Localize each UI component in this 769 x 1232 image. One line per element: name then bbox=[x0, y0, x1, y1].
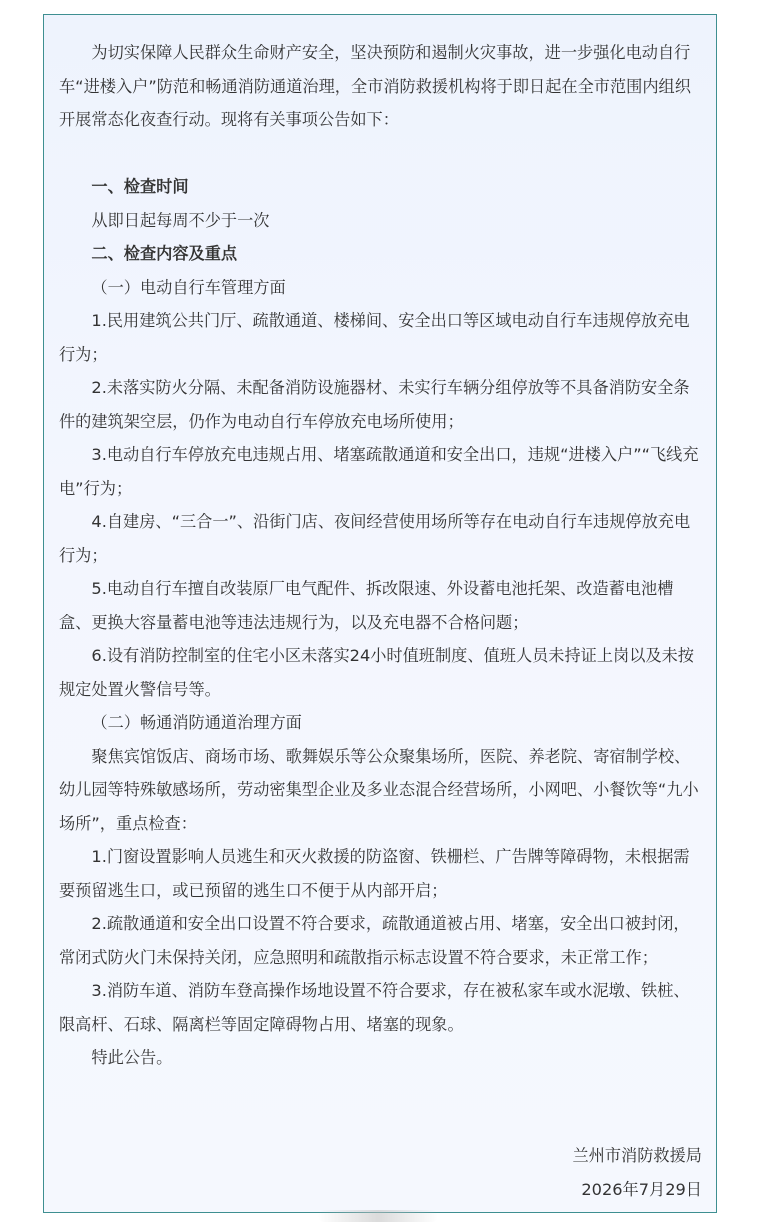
paragraph-spacer bbox=[59, 137, 705, 171]
notice-closing: 特此公告。 bbox=[91, 1048, 173, 1067]
issue-date: 2026年7月29日 bbox=[581, 1179, 702, 1199]
subsection-2-intro: 聚焦宾馆饭店、商场市场、歌舞娱乐等公众聚集场所，医院、养老院、寄宿制学校、幼儿园等特殊敏感场所，劳动密集型企业及多业态混合经营场所，小网吧、小餐饮等“九小场所”，重点检查： bbox=[59, 746, 699, 833]
subsection-1-item: 5.电动自行车擅自改装原厂电气配件、拆改限速、外设蓄电池托架、改造蓄电池槽盒、更换大容量蓄电池等违法违规行为，以及充电器不合格问题； bbox=[59, 579, 674, 632]
subsection-1-item: 4.自建房、“三合一”、沿街门店、夜间经营使用场所等存在电动自行车违规停放充电行为； bbox=[59, 512, 691, 565]
section-1-text: 从即日起每周不少于一次 bbox=[91, 210, 270, 230]
subsection-1-item: 1.民用建筑公共门厅、疏散通道、楼梯间、安全出口等区域电动自行车违规停放充电行为； bbox=[59, 311, 690, 364]
issuer-name: 兰州市消防救援局 bbox=[572, 1146, 702, 1165]
subsection-1-item: 3.电动自行车停放充电违规占用、堵塞疏散通道和安全出口，违规“进楼入户”“飞线充电”行为； bbox=[59, 445, 699, 498]
notice-signature bbox=[573, 1139, 703, 1206]
section-1-title: 一、检查时间 bbox=[91, 177, 189, 196]
subsection-2-title: （二）畅通消防通道治理方面 bbox=[91, 713, 302, 732]
subsection-1-item: 6.设有消防控制室的住宅小区未落实24小时值班制度、值班人员未持证上岗以及未按规定处置火警信号等。 bbox=[59, 646, 694, 699]
notice-body bbox=[59, 36, 705, 1075]
watermark bbox=[318, 1210, 438, 1222]
notice-frame bbox=[43, 14, 717, 1213]
notice-intro: 为切实保障人民群众生命财产安全，坚决预防和遏制火灾事故，进一步强化电动自行车“进楼入户”防范和畅通消防通道治理，全市消防救援机构将于即日起在全市范围内组织开展常态化夜查行动。现将有关事项公告如下： bbox=[59, 43, 691, 129]
subsection-2-item: 1.门窗设置影响人员逃生和灭火救援的防盗窗、铁栅栏、广告牌等障碍物，未根据需要预留逃生口，或已预留的逃生口不便于从内部开启； bbox=[59, 847, 690, 900]
subsection-2-item: 2.疏散通道和安全出口设置不符合要求，疏散通道被占用、堵塞，安全出口被封闭，常闭式防火门未保持关闭，应急照明和疏散指示标志设置不符合要求，未正常工作； bbox=[59, 914, 690, 967]
subsection-1-title: （一）电动自行车管理方面 bbox=[91, 277, 286, 297]
subsection-1-item: 2.未落实防火分隔、未配备消防设施器材、未实行车辆分组停放等不具备消防安全条件的建筑架空层，仍作为电动自行车停放充电场所使用； bbox=[59, 378, 690, 431]
section-2-title: 二、检查内容及重点 bbox=[91, 244, 238, 263]
subsection-2-item: 3.消防车道、消防车登高操作场地设置不符合要求，存在被私家车或水泥墩、铁桩、限高杆、石球、隔离栏等固定障碍物占用、堵塞的现象。 bbox=[59, 981, 690, 1034]
